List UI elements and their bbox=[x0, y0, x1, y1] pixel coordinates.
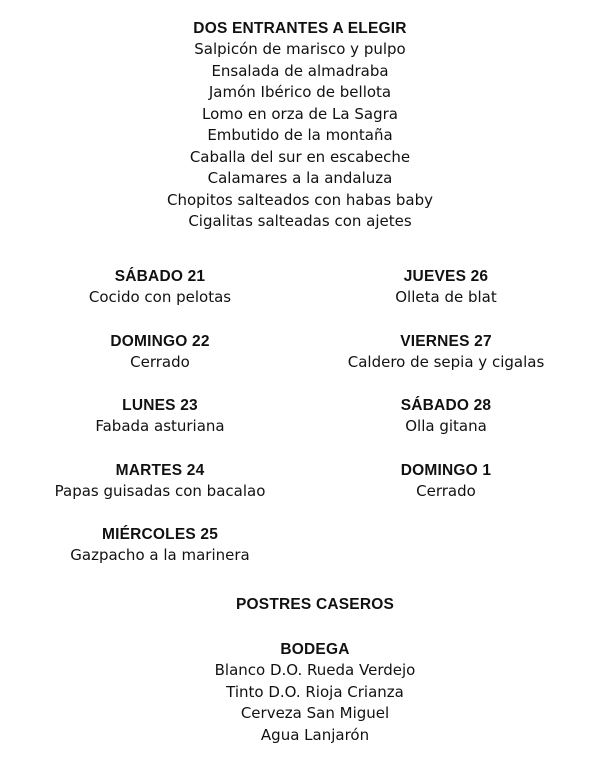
bodega-title: BODEGA bbox=[280, 641, 350, 658]
bodega-section bbox=[0, 639, 600, 746]
day-label: DOMINGO 22 bbox=[110, 332, 210, 350]
entrante-item: Ensalada de almadraba bbox=[211, 61, 389, 80]
entrante-item: Calamares a la andaluza bbox=[207, 169, 393, 187]
bodega-item: Tinto D.O. Rioja Crianza bbox=[226, 682, 404, 701]
day-label: JUEVES 26 bbox=[403, 268, 489, 285]
day-block bbox=[10, 266, 310, 331]
day-block bbox=[296, 395, 596, 460]
day-label: SÁBADO 21 bbox=[114, 268, 206, 285]
entrante-item: Jamón Ibérico de bellota bbox=[208, 83, 392, 101]
day-dish: Cocido con pelotas bbox=[88, 288, 232, 306]
bodega-item: Agua Lanjarón bbox=[260, 725, 370, 744]
day-dish: Olleta de blat bbox=[395, 288, 497, 306]
day-dish: Cerrado bbox=[416, 481, 476, 500]
day-label: MIÉRCOLES 25 bbox=[101, 526, 219, 543]
day-label: DOMINGO 1 bbox=[400, 461, 492, 479]
entrantes-section bbox=[0, 18, 600, 233]
day-dish: Cerrado bbox=[130, 352, 190, 371]
entrante-item: Cigalitas salteadas con ajetes bbox=[188, 212, 412, 230]
entrante-item: Caballa del sur en escabeche bbox=[189, 147, 411, 166]
day-dish: Gazpacho a la marinera bbox=[70, 546, 250, 564]
day-dish: Caldero de sepia y cigalas bbox=[347, 352, 545, 371]
bodega-item: Blanco D.O. Rueda Verdejo bbox=[214, 661, 416, 679]
day-dish: Olla gitana bbox=[405, 417, 487, 435]
day-label: SÁBADO 28 bbox=[400, 397, 492, 414]
day-label: LUNES 23 bbox=[122, 397, 198, 414]
day-block bbox=[10, 524, 310, 589]
postres-section bbox=[0, 594, 600, 615]
day-label: VIERNES 27 bbox=[400, 332, 492, 350]
bodega-item: Cerveza San Miguel bbox=[240, 704, 390, 722]
entrante-item: Lomo en orza de La Sagra bbox=[202, 104, 398, 123]
day-block bbox=[10, 395, 310, 460]
entrantes-title: DOS ENTRANTES A ELEGIR bbox=[193, 20, 407, 37]
days-right-column bbox=[296, 266, 596, 524]
entrante-item: Embutido de la montaña bbox=[207, 126, 393, 144]
day-block bbox=[10, 460, 310, 525]
day-block bbox=[296, 460, 596, 525]
day-dish: Papas guisadas con bacalao bbox=[54, 481, 266, 500]
postres-title: POSTRES CASEROS bbox=[235, 596, 395, 613]
day-label: MARTES 24 bbox=[115, 461, 205, 479]
day-block bbox=[10, 331, 310, 396]
day-block bbox=[296, 331, 596, 396]
entrante-item: Chopitos salteados con habas baby bbox=[166, 190, 434, 209]
day-dish: Fabada asturiana bbox=[95, 417, 225, 435]
day-block bbox=[296, 266, 596, 331]
days-left-column bbox=[10, 266, 310, 589]
entrante-item: Salpicón de marisco y pulpo bbox=[194, 40, 406, 58]
